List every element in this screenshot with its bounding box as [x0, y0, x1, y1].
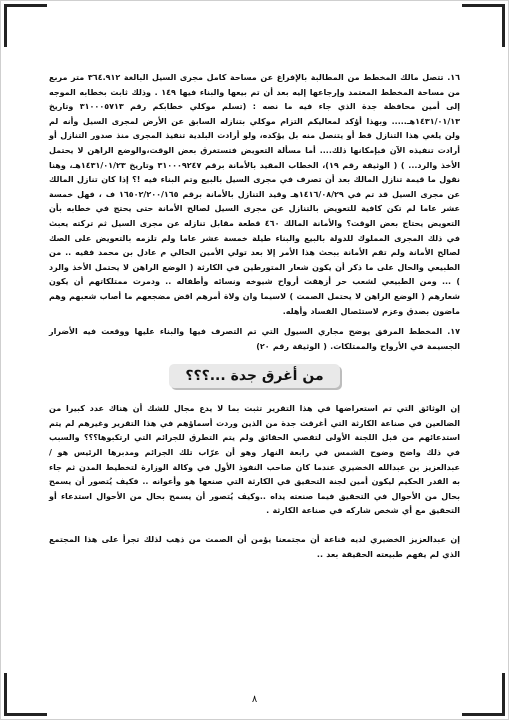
page-frame-corner — [4, 4, 47, 47]
section-heading: من أغرق جدة ...؟؟؟ — [169, 364, 339, 388]
page-content — [49, 71, 460, 568]
paragraph-gap — [49, 525, 460, 533]
page-frame-corner — [462, 4, 505, 47]
section-heading-wrap — [49, 364, 460, 388]
numbered-item-17: ١٧. المخطط المرفق يوضح مجاري السيول التي تم التصرف فيها والبناء عليها ووقعت فيه الأضرار الجسيمة في الأرواح والممتلكات. ( الوثيقة رقم ٢٠) — [49, 327, 460, 351]
numbered-item-16: ١٦. تتصل مالك المخطط من المطالبة بالإفراغ عن مساحة كامل مجرى السيل البالغة ٣٦٤.٩١٢ متر مربع من مساحة المخطط المعتمد وإرجاعها إليه بعد أن تم بيعها والبناء فيها ١٤٩ . وذلك ثابت بخطابه الموجه إلى أمين محافظة جدة الذي جاء فيه ما نصه : (تسلم موكلي خطابكم رقم ٣١٠٠٠٥٧١٣ وتاريخ ١٤٣١/٠١/١٣هـ..... وبهذا أؤكد لمعاليكم التزام موكلي بتنازله السابق عن الأرض لمجرى السيل وأنه لم ولن يلغي هذا التنازل قط أو يتنصل منه بل يؤكده، ولو أرادت البلدية تنفيذ المجرى منذ صدور التنازل أو أرادت تنفيذه الآن فبإمكانها ذلك.... أما مسألة التعويض فتستغرق بعض الوقت،والوضع الراهن لا يحتمل الأخذ والرد... ) ( الوثيقة رقم ١٩)، الخطاب المقيد بالأمانة برقم ٣١٠٠٠٩٢٤٧ وتاريخ ١٤٣١/٠١/٢٣هـ، وهنا نقول ما قيمة تنازل المالك بعد أن تصرف في مجرى السيل بالبيع وتم البناء فيه !؟ إذا كان تنازل المالك عن مجرى السيل قد تم في ١٤١٦/٠٨/٢٩هـ وقيد التنازل بالأمانة برقم ١٦٥٠٢/٢٠٠/١٦٥ ف ، فهل خمسة عشر عاما لم تكن كافية للتعويض بالتنازل عن مجرى السيل لصالح الأمانة حتى يحتج في خطابه بأن التعويض يحتاج بعض الوقت؟ والأمانة المالك ٤٦٠ قطعة مقابل تنازله عن مجرى السيل ثم تركته يعبث في ذلك المجرى المملوك للدولة بالبيع والبناء طيلة خمسة عشر عاما ولم تلزمه بالتعويض على الصك لصالح الأمانة ولم تقم الأمانة ببحث هذا الأمر إلا بعد تولي الأمين الحالي م عادل بن محمد فقيه .. من الطبيعي والحال على ما ذكر أن يكون شعار المتورطين في الكارثة ( الوضع الراهن لا يحتمل الأخذ والرد ) ... ومن الطبيعي لشعب حر أزهقت أرواح شيوخه ونسائه وأطفاله .. ودمرت ممتلكاتهم أن يكون شعارهم ( الوضع الراهن لا يحتمل الصمت ) لاسيما وان ولاة أمرهم اقض مضجعهم ما أصاب شعبهم وهم ماضون بصدق وعزم لاستئصال الفساد وأهله. — [49, 73, 461, 316]
body-paragraph-1: إن الوثائق التي تم استعراضها في هذا التقرير تثبت بما لا يدع مجال للشك أن هناك عدد كبيرا من الضالعين في صناعة الكارثة التي أغرقت جدة من الذين وردت أسماؤهم في هذا التقرير وغيرهم لم يتم استدعائهم من قبل اللجنة الأولى لتقصي الحقائق ولم يتم التطرق للجرائم التي ارتكبوها؟؟؟ والسبب في ذلك واضح وضوح الشمس في رابعة النهار وهو أن عرّاب تلك الجرائم ومدبرها الرئيس هو / عبدالعزيز بن عبدالله الخضيري عندما كان صاحب النفوذ الأول في وكالة الوزارة لتخطيط المدن ثم جاء به القدر الحكيم ليكون أمين لجنة التحقيق في الكارثة التي صنعها هو وأعوانه .. فكيف يُتصور أن يسمح بحال من الأحوال في التحقيق فيما صنعته يداه ..وكيف يُتصور أن يسمح بحال من الأحوال استدعاء أو التحقيق مع أي شخص شاركه في صناعة الكارثة . — [49, 404, 460, 516]
page-number: ٨ — [251, 694, 258, 705]
body-paragraph-2: إن عبدالعزيز الخضيري لديه قناعة أن مجتمعنا يؤمن أن الصمت من ذهب لذلك تجرأ على هذا المجتمع الذي لم يفهم طبيعته الحقيقة بعد .. — [49, 535, 460, 559]
